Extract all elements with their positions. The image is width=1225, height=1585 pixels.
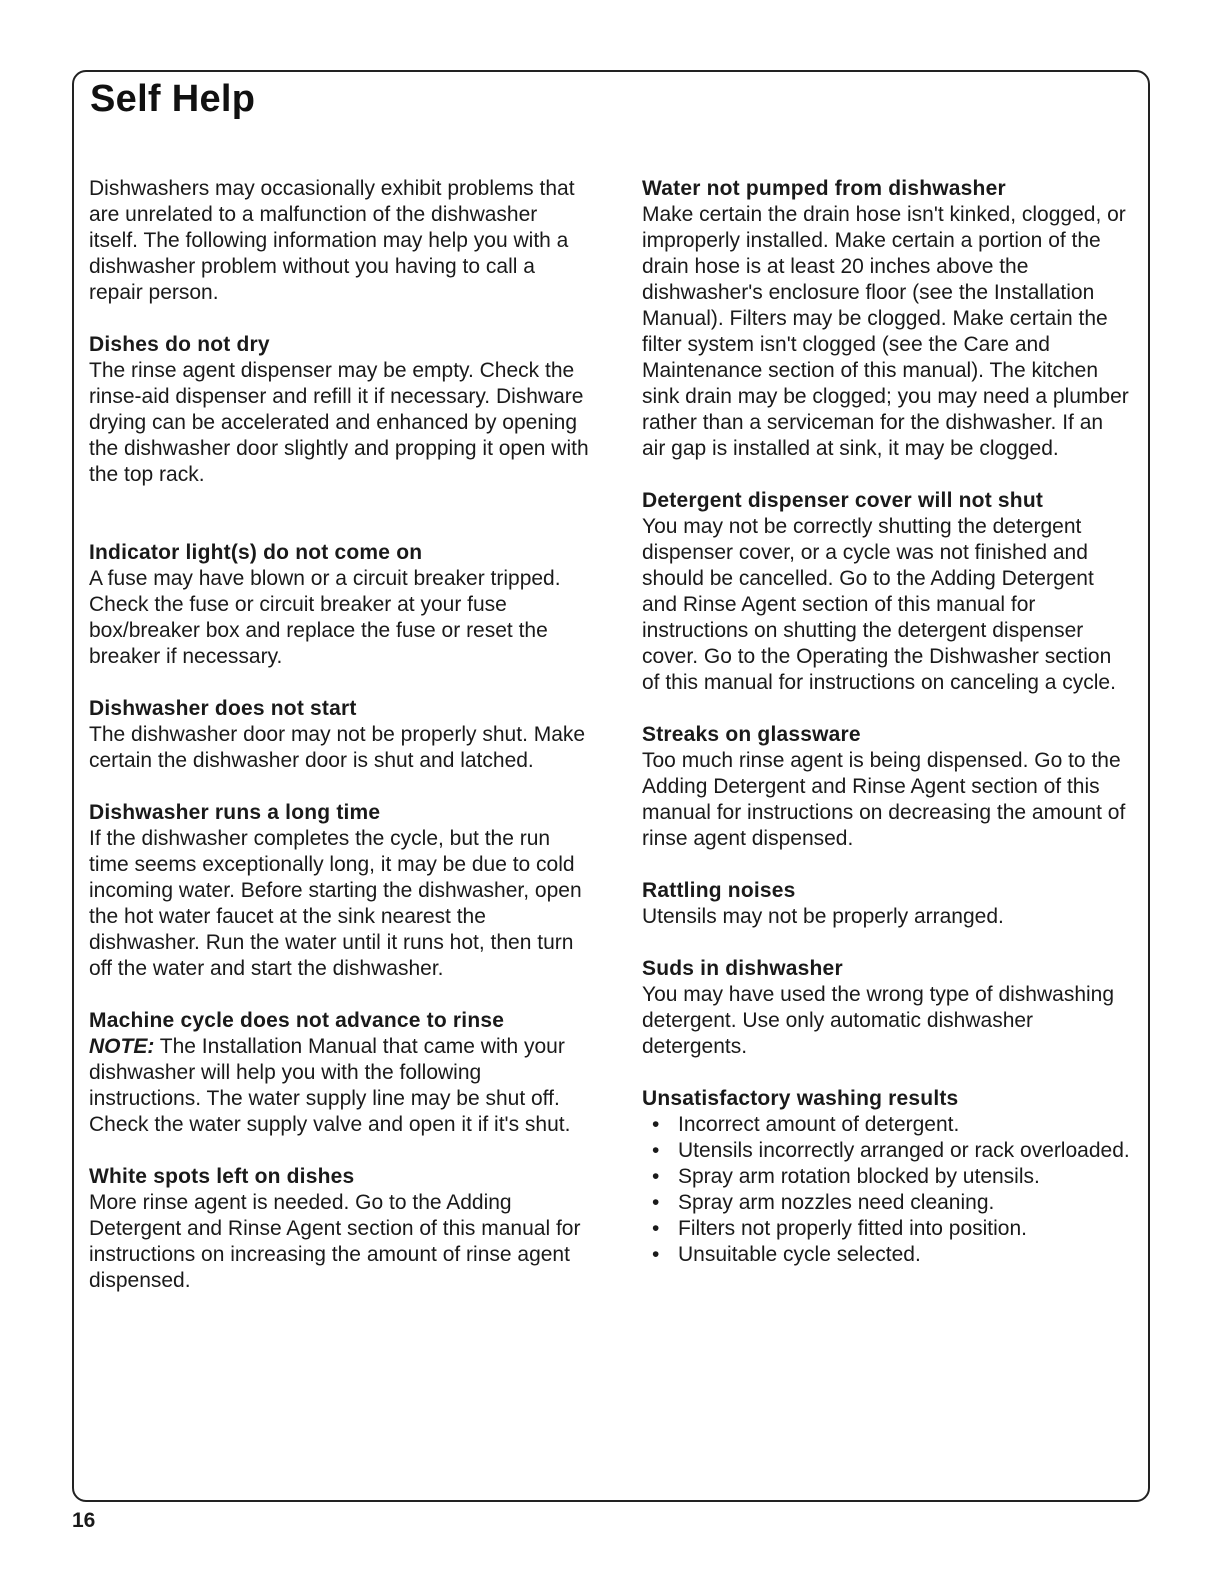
section-dishes-do-not-dry <box>89 332 589 488</box>
section-body: Make certain the drain hose isn't kinked, clogged, or improperly installed. Make certain a portion of the drain hose is at least 20 inches above the dishwasher's enclosure floor (see the Installation Manual). Filters may be clogged. Make certain the filter system isn't clogged (see the Care and Maintenance section of this manual). The kitchen sink drain may be clogged; you may need a plumber rather than a serviceman for the dishwasher. If an air gap is installed at sink, it may be clogged. <box>642 203 1129 460</box>
bullet-icon: • <box>652 1165 660 1188</box>
list-item: • Incorrect amount of detergent. <box>652 1113 960 1136</box>
list-item: • Spray arm nozzles need cleaning. <box>652 1191 995 1214</box>
section-dispenser-cover <box>642 488 1132 696</box>
section-white-spots <box>89 1164 589 1294</box>
section-runs-long-time <box>89 800 589 982</box>
section-body: You may not be correctly shutting the detergent dispenser cover, or a cycle was not finished and should be cancelled. Go to the Adding Detergent and Rinse Agent section of this manual for instructions on shutting the detergent dispenser cover. Go to the Operating the Dishwasher section of this manual for instructions on canceling a cycle. <box>642 515 1116 694</box>
section-streaks-on-glassware <box>642 722 1132 852</box>
list-item: • Spray arm rotation blocked by utensils. <box>652 1165 1040 1188</box>
section-heading: Dishwasher runs a long time <box>89 801 381 824</box>
section-heading: Dishes do not dry <box>89 333 270 356</box>
section-body <box>89 1034 589 1138</box>
intro-paragraph: Dishwashers may occasionally exhibit problems that are unrelated to a malfunction of the dishwasher itself. The following information may help you with a dishwasher problem without you having to call a repair person. <box>89 177 575 304</box>
bullet-icon: • <box>652 1113 660 1136</box>
section-rattling-noises <box>642 878 1132 930</box>
list-item: • Filters not properly fitted into position. <box>652 1217 1028 1240</box>
list-item: • Unsuitable cycle selected. <box>652 1243 921 1266</box>
bullet-icon: • <box>652 1243 660 1266</box>
section-heading: Unsatisfactory washing results <box>642 1087 959 1110</box>
section-cycle-does-not-advance <box>89 1008 589 1138</box>
section-heading: Rattling noises <box>642 879 796 902</box>
section-heading: Suds in dishwasher <box>642 957 843 980</box>
section-body: More rinse agent is needed. Go to the Adding Detergent and Rinse Agent section of this manual for instructions on increasing the amount of rinse agent dispensed. <box>89 1191 581 1292</box>
section-heading: Streaks on glassware <box>642 723 861 746</box>
page-number: 16 <box>72 1509 96 1532</box>
section-body: Utensils may not be properly arranged. <box>642 905 1004 928</box>
section-heading: Indicator light(s) do not come on <box>89 541 423 564</box>
section-washing-results <box>642 1086 1132 1268</box>
section-body: You may have used the wrong type of dishwashing detergent. Use only automatic dishwasher detergents. <box>642 983 1115 1058</box>
section-heading: Detergent dispenser cover will not shut <box>642 489 1044 512</box>
section-body: A fuse may have blown or a circuit breaker tripped. Check the fuse or circuit breaker at your fuse box/breaker box and replace the fuse or reset the breaker if necessary. <box>89 567 561 668</box>
note-label: NOTE: <box>89 1035 155 1058</box>
section-indicator-lights <box>89 540 589 670</box>
page-title: Self Help <box>90 78 256 120</box>
section-heading: Water not pumped from dishwasher <box>642 177 1006 200</box>
section-heading: White spots left on dishes <box>89 1165 355 1188</box>
bullet-list <box>642 1112 1132 1268</box>
section-body: Too much rinse agent is being dispensed. Go to the Adding Detergent and Rinse Agent section of this manual for instructions on decreasing the amount of rinse agent dispensed. <box>642 749 1126 850</box>
bullet-icon: • <box>652 1139 660 1162</box>
right-column <box>642 176 1132 1268</box>
section-suds <box>642 956 1132 1060</box>
section-body: If the dishwasher completes the cycle, but the run time seems exceptionally long, it may be due to cold incoming water. Before starting the dishwasher, open the hot water faucet at the sink nearest the dishwasher. Run the water until it runs hot, then turn off the water and start the dishwasher. <box>89 827 582 980</box>
section-heading: Machine cycle does not advance to rinse <box>89 1009 505 1032</box>
note-text: The Installation Manual that came with your dishwasher will help you with the following instructions. The water supply line may be shut off. Check the water supply valve and open it if it's shut. <box>89 1035 571 1136</box>
section-body: The rinse agent dispenser may be empty. Check the rinse-aid dispenser and refill it if necessary. Dishware drying can be accelerated and enhanced by opening the dishwasher door slightly and propping it open with the top rack. <box>89 359 589 486</box>
list-item: • Utensils incorrectly arranged or rack overloaded. <box>652 1139 1130 1162</box>
section-water-not-pumped <box>642 176 1132 462</box>
section-does-not-start <box>89 696 589 774</box>
section-body: The dishwasher door may not be properly shut. Make certain the dishwasher door is shut and latched. <box>89 723 586 772</box>
left-column <box>89 176 589 1294</box>
section-heading: Dishwasher does not start <box>89 697 357 720</box>
bullet-icon: • <box>652 1217 660 1240</box>
bullet-icon: • <box>652 1191 660 1214</box>
